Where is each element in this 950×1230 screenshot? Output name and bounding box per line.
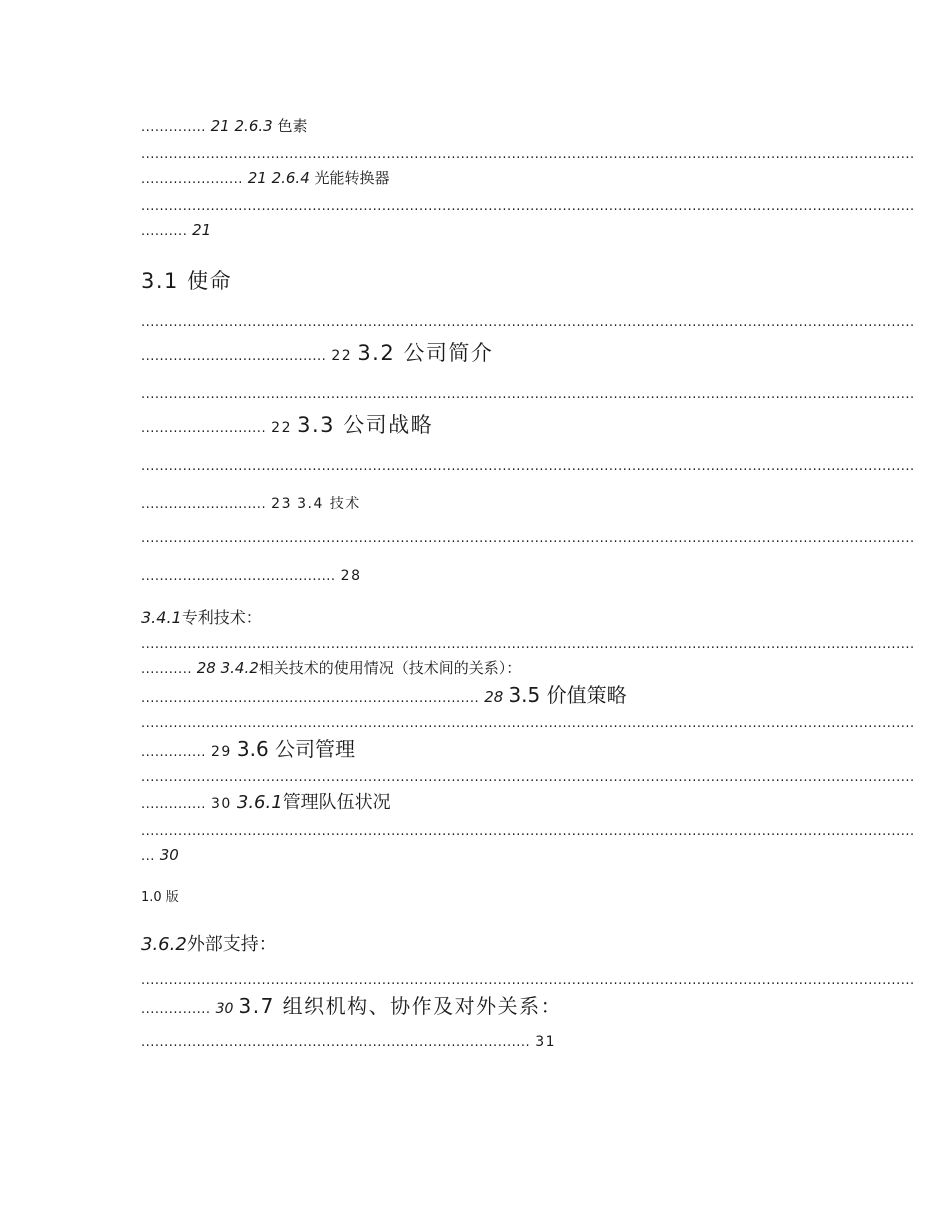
dot-leader: ....................................................................................................................................................................... bbox=[141, 637, 915, 652]
dot-leader: ....................................................................................................................................................................... bbox=[141, 459, 915, 474]
section-title: 3.6 公司管理 bbox=[236, 737, 356, 761]
toc-line-3-6-2[interactable] bbox=[141, 936, 808, 954]
dot-leader: ....................................................................................................................................................................... bbox=[141, 973, 915, 988]
dot-leader: ....................................................................................................................................................................... bbox=[141, 531, 915, 546]
page-number: 23 bbox=[271, 496, 292, 512]
toc-line-3-6-1[interactable]: .............. 30 3.6.1管理队伍状况 bbox=[141, 792, 391, 813]
version-label: 1.0 版 bbox=[141, 890, 179, 905]
section-title: 专利技术： bbox=[181, 608, 262, 627]
page-number: 21 bbox=[192, 221, 212, 239]
page-number: 28 bbox=[196, 659, 216, 677]
section-number: 3.6.2 bbox=[141, 934, 187, 955]
page-number: 28 bbox=[484, 688, 504, 706]
toc-line-3-4[interactable]: ........................... 23 3.4 技术 bbox=[141, 496, 361, 512]
toc-line-2-6-4[interactable]: ...................... 21 2.6.4 光能转换器 bbox=[141, 169, 390, 187]
section-title: 相关技术的使用情况（技术间的关系）： bbox=[258, 659, 522, 677]
page-number: 22 bbox=[331, 348, 353, 364]
section-title: 管理队伍状况 bbox=[282, 792, 391, 813]
dot-leader: ....................................................................................................................................................................... bbox=[141, 716, 915, 731]
toc-line-3-7[interactable]: ............... 30 3.7 组织机构、协作及对外关系： bbox=[141, 994, 563, 1018]
section-number: 2.6.4 bbox=[271, 169, 310, 187]
page-number: 21 bbox=[210, 117, 230, 135]
dot-leader: ....................................................................................................................................................................... bbox=[141, 824, 915, 839]
dot-leader: ....................................................................................................................................................................... bbox=[141, 199, 915, 214]
toc-line-3-4-2[interactable]: ........... 28 3.4.2相关技术的使用情况（技术间的关系）： bbox=[141, 659, 522, 677]
section-number: 3.6.1 bbox=[236, 792, 283, 813]
dot-leader: ....................................................................................................................................................................... bbox=[141, 147, 915, 162]
toc-line-3-5[interactable]: ......................................................................... 28 3.5 价值策略 bbox=[141, 683, 627, 707]
page-number: 29 bbox=[210, 744, 232, 760]
section-number: 2.6.3 bbox=[234, 117, 273, 135]
section-title: 3.5 价值策略 bbox=[508, 683, 627, 707]
page-number: 28 bbox=[340, 568, 362, 584]
section-title: 3.7 组织机构、协作及对外关系： bbox=[238, 994, 563, 1018]
section-number: 3.4.1 bbox=[141, 608, 182, 627]
toc-line-2-6-3[interactable]: .............. 21 2.6.3 色素 bbox=[141, 117, 308, 135]
toc-line-3-2[interactable]: ........................................ 22 3.2 公司简介 bbox=[141, 341, 494, 365]
page-number: 30 bbox=[215, 1001, 234, 1017]
section-title: 3.3 公司战略 bbox=[297, 413, 434, 437]
section-title: 外部支持： bbox=[186, 934, 277, 955]
section-title: 光能转换器 bbox=[314, 169, 390, 187]
page-number: 30 bbox=[210, 796, 232, 812]
section-title: 色素 bbox=[277, 117, 308, 135]
dot-leader: ....................................................................................................................................................................... bbox=[141, 770, 915, 785]
page-number: 22 bbox=[271, 420, 292, 436]
dot-leader: ....................................................................................................................................................................... bbox=[141, 387, 915, 402]
section-title: 3.2 公司简介 bbox=[357, 341, 494, 365]
toc-line-3-4-1[interactable] bbox=[141, 610, 808, 626]
section-title: 3.4 技术 bbox=[297, 496, 361, 512]
toc-line-page-31[interactable]: .................................................................................... 31 bbox=[141, 1034, 557, 1050]
toc-line-3-3[interactable]: ........................... 22 3.3 公司战略 bbox=[141, 413, 434, 437]
dot-leader: ....................................................................................................................................................................... bbox=[141, 315, 915, 330]
page-number: 21 bbox=[247, 169, 267, 187]
toc-line-page-21[interactable]: .......... 21 bbox=[141, 221, 212, 239]
heading-3-1[interactable]: 3.1 使命 bbox=[141, 269, 233, 293]
toc-line-page-28[interactable]: .......................................... 28 bbox=[141, 568, 362, 584]
toc-line-page-30[interactable]: ... 30 bbox=[141, 846, 179, 864]
toc-line-3-6[interactable]: .............. 29 3.6 公司管理 bbox=[141, 737, 356, 761]
page-number: 30 bbox=[159, 846, 179, 864]
page-number: 31 bbox=[535, 1034, 557, 1050]
section-number: 3.4.2 bbox=[220, 659, 259, 677]
